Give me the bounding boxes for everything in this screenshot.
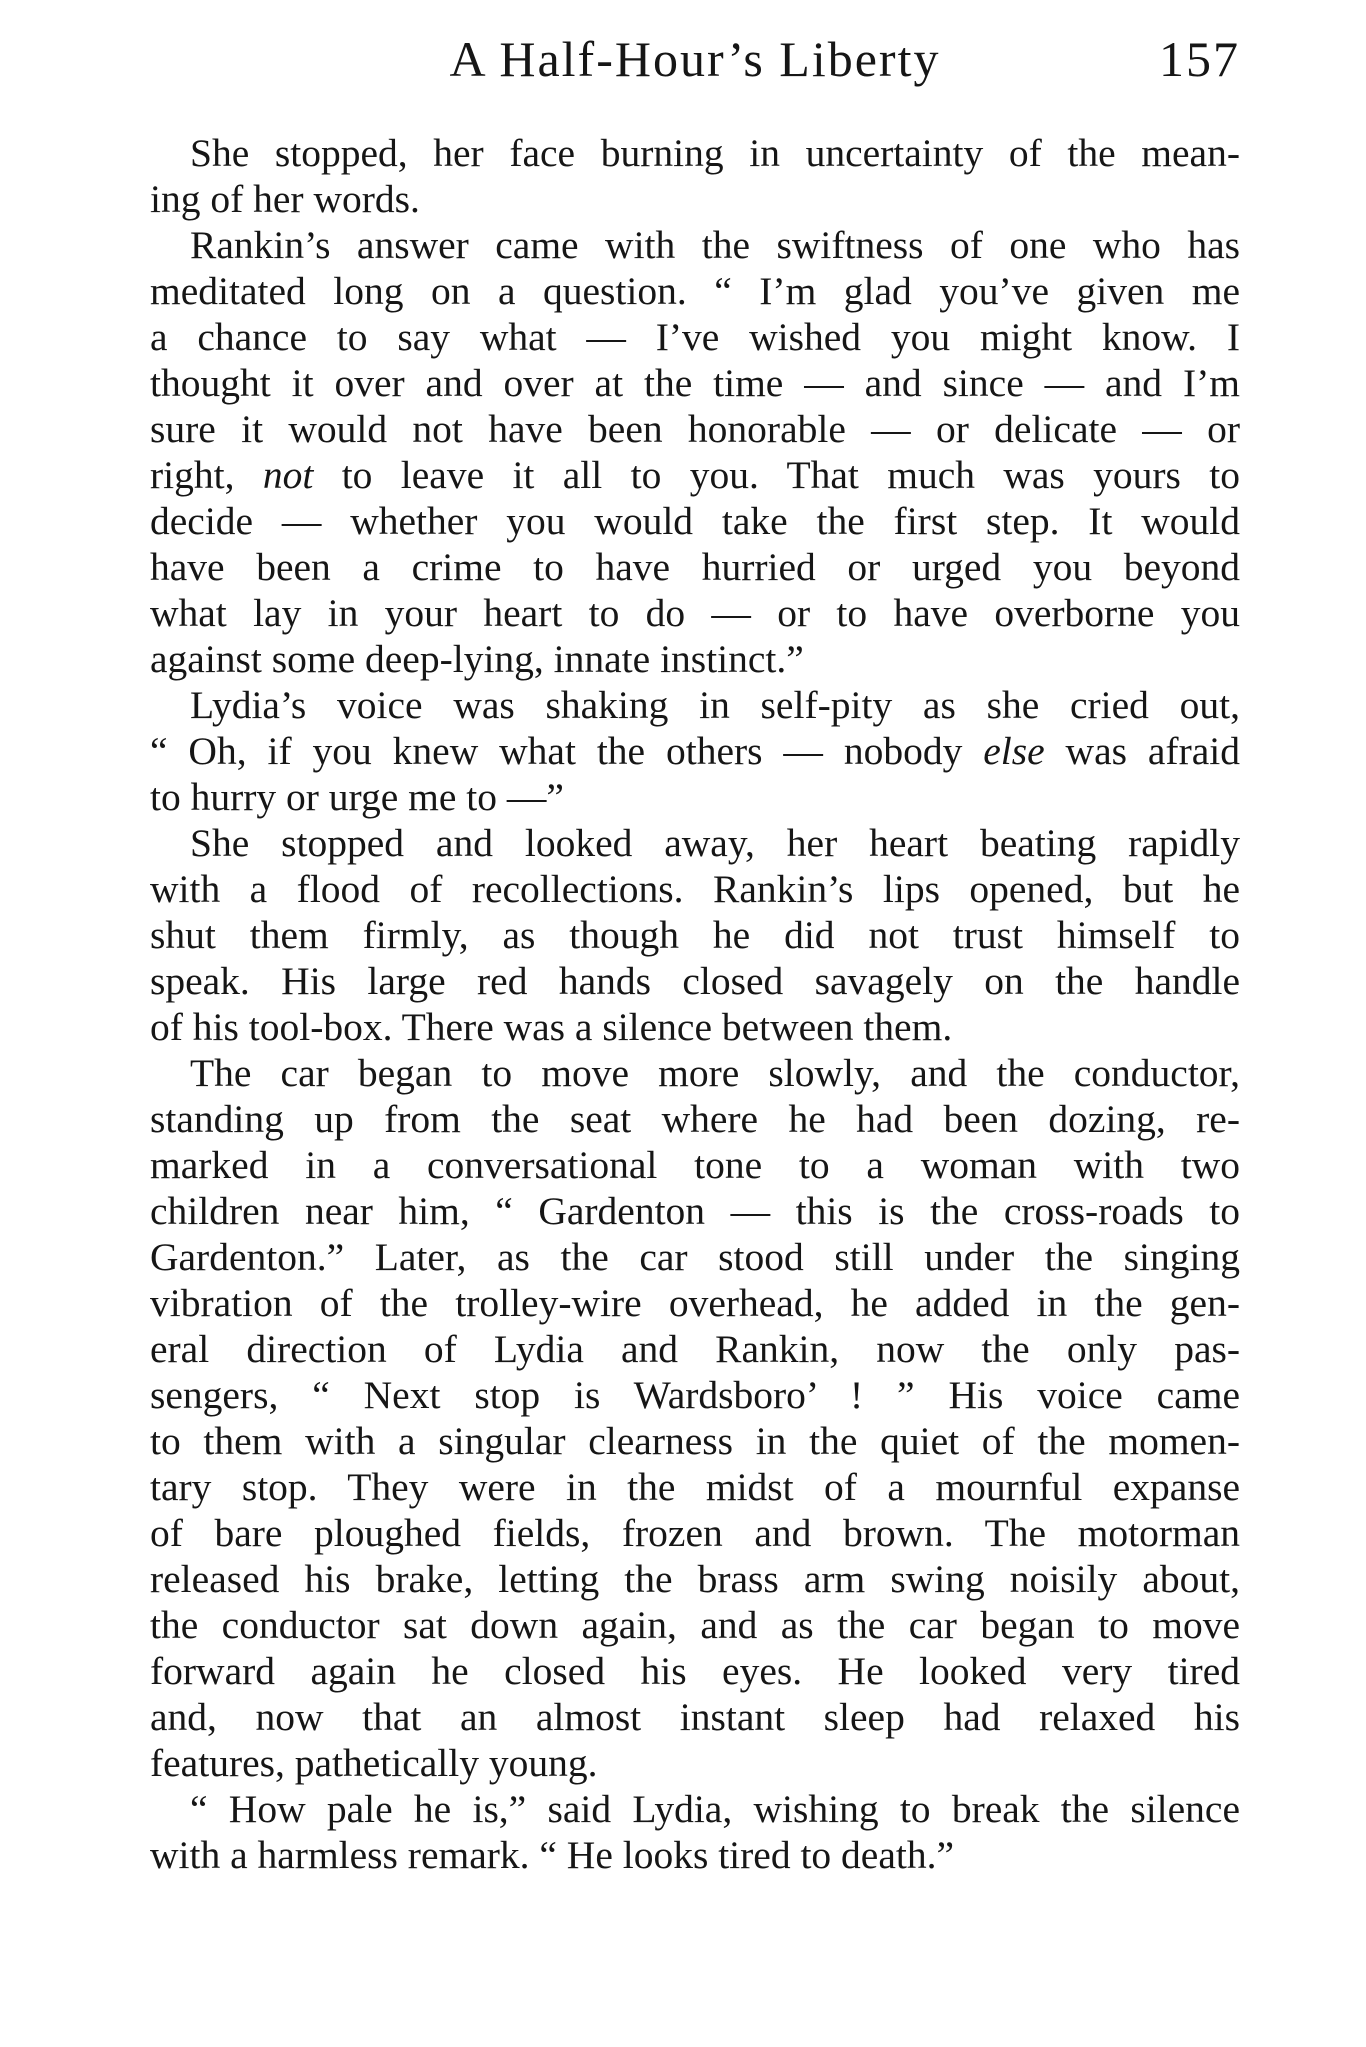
text-line: with a flood of recollections. Rankin’s lips opened, but he: [150, 867, 1240, 911]
paragraph: [150, 130, 1240, 222]
text-line: of his tool-box. There was a silence between them.: [150, 1005, 953, 1049]
text-line: marked in a conversational tone to a woman with two: [150, 1143, 1240, 1187]
text-line: sure it would not have been honorable — or delicate — or: [150, 407, 1240, 451]
italic-word: not: [262, 453, 314, 497]
text-line: She stopped, her face burning in uncertainty of the mean-: [190, 131, 1240, 175]
paragraph: [150, 1050, 1240, 1786]
paragraph: [150, 1786, 1240, 1878]
paragraph: [150, 222, 1240, 682]
page-number: 157: [1159, 31, 1240, 87]
text-line: She stopped and looked away, her heart beating rapidly: [190, 821, 1240, 865]
text-line: Lydia’s voice was shaking in self-pity as she cried out,: [190, 683, 1240, 727]
paragraph: [150, 682, 1240, 820]
italic-word: else: [983, 729, 1045, 773]
running-head-title: A Half-Hour’s Liberty: [449, 31, 941, 87]
text-line: the conductor sat down again, and as the car began to move: [150, 1603, 1240, 1647]
text-line: to them with a singular clearness in the quiet of the momen-: [150, 1419, 1240, 1463]
text-line: children near him, “ Gardenton — this is the cross-roads to: [150, 1189, 1240, 1233]
text-line: vibration of the trolley-wire overhead, he added in the gen-: [150, 1281, 1240, 1325]
text-line: shut them firmly, as though he did not trust himself to: [150, 913, 1240, 957]
text-line: features, pathetically young.: [150, 1741, 598, 1785]
text-line: ing of her words.: [150, 177, 420, 221]
text-line: tary stop. They were in the midst of a mournful expanse: [150, 1465, 1240, 1509]
paragraph: [150, 820, 1240, 1050]
text-line: decide — whether you would take the first step. It would: [150, 499, 1240, 543]
text-line: Rankin’s answer came with the swiftness of one who has: [190, 223, 1240, 267]
text-line: of bare ploughed fields, frozen and brown. The motorman: [150, 1511, 1240, 1555]
text-line: standing up from the seat where he had been dozing, re-: [150, 1097, 1240, 1141]
text-body: [150, 130, 1240, 1878]
book-page: [150, 22, 1240, 2012]
text-line: eral direction of Lydia and Rankin, now the only pas-: [150, 1327, 1240, 1371]
text-line: sengers, “ Next stop is Wardsboro’ ! ” His voice came: [150, 1373, 1240, 1417]
text-line: have been a crime to have hurried or urged you beyond: [150, 545, 1240, 589]
text-line: what lay in your heart to do — or to have overborne you: [150, 591, 1240, 635]
text-line: released his brake, letting the brass arm swing noisily about,: [150, 1557, 1240, 1601]
text-line: a chance to say what — I’ve wished you might know. I: [150, 315, 1240, 359]
text-line: “ How pale he is,” said Lydia, wishing to break the silence: [190, 1787, 1240, 1831]
running-head: [150, 22, 1240, 92]
text-line: to hurry or urge me to —”: [150, 775, 564, 819]
text-line: thought it over and over at the time — and since — and I’m: [150, 361, 1240, 405]
text-line: The car began to move more slowly, and the conductor,: [190, 1051, 1240, 1095]
text-line: meditated long on a question. “ I’m glad you’ve given me: [150, 269, 1240, 313]
text-line: with a harmless remark. “ He looks tired to death.”: [150, 1833, 955, 1877]
text-line: “ Oh, if you knew what the others — nobody else was afraid: [150, 729, 1240, 773]
text-line: speak. His large red hands closed savagely on the handle: [150, 959, 1240, 1003]
text-line: against some deep-lying, innate instinct.”: [150, 637, 804, 681]
text-line: right, not to leave it all to you. That much was yours to: [150, 453, 1240, 497]
text-line: forward again he closed his eyes. He looked very tired: [150, 1649, 1240, 1693]
text-line: Gardenton.” Later, as the car stood still under the singing: [150, 1235, 1240, 1279]
text-line: and, now that an almost instant sleep had relaxed his: [150, 1695, 1240, 1739]
